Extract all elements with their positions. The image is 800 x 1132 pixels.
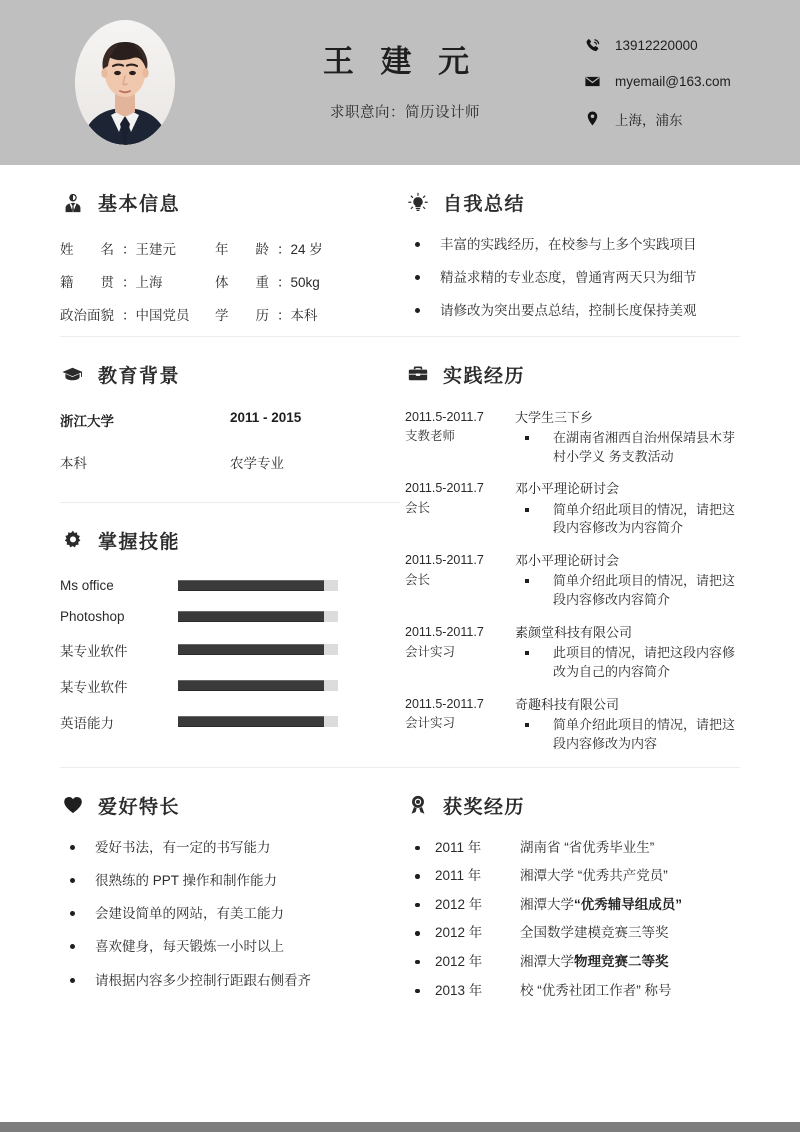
experience-item bbox=[405, 408, 740, 467]
spacer bbox=[60, 472, 400, 502]
section-skills bbox=[60, 503, 400, 732]
skills-list bbox=[60, 578, 400, 732]
phone-number: 13912220000 bbox=[615, 38, 698, 53]
graduation-cap-icon bbox=[60, 362, 85, 387]
section-education bbox=[60, 361, 400, 472]
skill-row bbox=[60, 609, 400, 624]
skill-bar-track bbox=[178, 644, 338, 655]
info-value: 本科 bbox=[290, 308, 318, 323]
contact-location[interactable] bbox=[583, 109, 731, 129]
experience-desc: 简单介绍此项目的情况，请把这段内容修改为内容 bbox=[515, 716, 740, 754]
info-value: 中国党员 bbox=[135, 308, 190, 323]
section-awards bbox=[405, 792, 740, 1010]
portrait-photo bbox=[75, 20, 175, 145]
basic-info-title: 基本信息 bbox=[98, 194, 181, 215]
award-row bbox=[405, 867, 740, 885]
skill-label: Ms office bbox=[60, 577, 114, 593]
award-text bbox=[520, 953, 740, 971]
award-plain: 湘潭大学 bbox=[520, 896, 574, 912]
award-text bbox=[520, 867, 740, 885]
list-item: 喜欢健身，每天锻炼一小时以上 bbox=[60, 938, 400, 956]
skill-bar-fill bbox=[178, 611, 324, 622]
contact-list bbox=[583, 37, 731, 129]
experience-desc: 简单介绍此项目的情况，请把这段内容修改内容简介 bbox=[515, 572, 740, 610]
skill-label: 某专业软件 bbox=[60, 643, 128, 659]
list-item: 爱好书法，有一定的书写能力 bbox=[60, 839, 400, 857]
award-bold: 物理竞赛二等奖 bbox=[574, 953, 669, 969]
skill-label: 英语能力 bbox=[60, 715, 114, 731]
skill-bar-track bbox=[178, 611, 338, 622]
heart-icon bbox=[60, 793, 85, 818]
experience-date: 2011.5-2011.7 bbox=[405, 553, 484, 568]
skill-bar-fill bbox=[178, 644, 324, 655]
list-item: 请修改为突出要点总结，控制长度保持美观 bbox=[405, 302, 740, 320]
resume-body bbox=[0, 165, 800, 1010]
info-value: 王建元 bbox=[135, 242, 176, 257]
experience-body bbox=[515, 551, 740, 610]
award-year: 2011 年 bbox=[435, 868, 482, 884]
resume-header bbox=[0, 0, 800, 165]
envelope-icon bbox=[583, 73, 601, 91]
skills-title: 掌握技能 bbox=[98, 531, 181, 553]
info-label: 籍 贯 bbox=[60, 275, 114, 290]
awards-list bbox=[405, 839, 740, 999]
experience-role: 支教老师 bbox=[405, 429, 456, 444]
phone-icon bbox=[583, 37, 601, 55]
info-label: 学 历 bbox=[215, 308, 269, 323]
experience-date-role bbox=[405, 551, 515, 610]
experience-org: 素颜堂科技有限公司 bbox=[515, 625, 633, 641]
award-ribbon-icon bbox=[405, 793, 430, 818]
info-label: 体 重 bbox=[215, 275, 269, 290]
experience-header bbox=[405, 361, 740, 388]
skill-bar-track bbox=[178, 680, 338, 691]
experience-item bbox=[405, 479, 740, 538]
location-pin-icon bbox=[583, 110, 601, 128]
award-plain: 湘潭大学 “优秀共产党员” bbox=[520, 868, 668, 884]
hobbies-title: 爱好特长 bbox=[98, 796, 181, 818]
experience-item bbox=[405, 623, 740, 682]
list-item: 很熟练的 PPT 操作和制作能力 bbox=[60, 872, 400, 890]
briefcase-icon bbox=[405, 362, 430, 387]
info-field: 学 历 ：本科 bbox=[215, 304, 400, 324]
info-value: 上海 bbox=[135, 275, 163, 290]
experience-role: 会长 bbox=[405, 572, 431, 587]
info-label: 年 龄 bbox=[215, 242, 269, 257]
award-text bbox=[520, 924, 740, 942]
education-header bbox=[60, 361, 400, 388]
experience-item bbox=[405, 695, 740, 754]
self-summary-header bbox=[405, 189, 740, 216]
experience-date: 2011.5-2011.7 bbox=[405, 481, 484, 496]
info-label: 政治面貌 bbox=[60, 308, 114, 323]
experience-date-role bbox=[405, 408, 515, 467]
award-year: 2012 年 bbox=[435, 953, 483, 969]
list-item: 请根据内容多少控制行距跟右侧看齐 bbox=[60, 972, 400, 990]
award-plain: 湖南省 “省优秀毕业生” bbox=[520, 839, 655, 855]
award-row bbox=[405, 924, 740, 942]
awards-header bbox=[405, 792, 740, 819]
experience-body bbox=[515, 623, 740, 682]
education-title: 教育背景 bbox=[98, 365, 181, 387]
info-value: 50kg bbox=[290, 275, 320, 290]
experience-list bbox=[405, 408, 740, 754]
award-year: 2011 年 bbox=[435, 839, 482, 855]
experience-body bbox=[515, 479, 740, 538]
job-objective: 求职意向：简历设计师 bbox=[330, 104, 480, 121]
section-experience bbox=[405, 361, 740, 767]
info-field: 籍 贯 ：上海 bbox=[60, 271, 215, 291]
basic-info-fields bbox=[60, 238, 400, 324]
award-row bbox=[405, 896, 740, 914]
award-row bbox=[405, 953, 740, 971]
info-value: 24 岁 bbox=[290, 242, 323, 257]
row-basic-summary bbox=[60, 165, 740, 336]
contact-email[interactable] bbox=[583, 73, 731, 91]
list-item: 会建设简单的网站，有美工能力 bbox=[60, 905, 400, 923]
skill-row bbox=[60, 640, 400, 660]
skill-row bbox=[60, 578, 400, 593]
info-field: 年 龄 ：24 岁 bbox=[215, 238, 400, 258]
list-item: 精益求精的专业态度，曾通宵两天只为细节 bbox=[405, 269, 740, 287]
education-major: 农学专业 bbox=[230, 455, 284, 471]
award-text bbox=[520, 982, 740, 1000]
gear-icon bbox=[60, 528, 85, 553]
experience-title: 实践经历 bbox=[443, 365, 526, 387]
skill-row bbox=[60, 676, 400, 696]
section-basic-info bbox=[60, 189, 400, 336]
location-text: 上海，浦东 bbox=[615, 112, 683, 128]
info-field: 姓 名 ：王建元 bbox=[60, 238, 215, 258]
experience-date: 2011.5-2011.7 bbox=[405, 409, 484, 424]
experience-org: 邓小平理论研讨会 bbox=[515, 553, 620, 569]
skill-bar-track bbox=[178, 580, 338, 591]
person-suit-icon bbox=[60, 190, 85, 215]
experience-role: 会长 bbox=[405, 500, 431, 515]
experience-role: 会计实习 bbox=[405, 644, 456, 659]
skills-header bbox=[60, 527, 400, 554]
hobbies-list bbox=[60, 839, 400, 990]
info-field: 政治面貌 ：中国党员 bbox=[60, 304, 215, 324]
award-bold: “优秀辅导组成员” bbox=[574, 896, 682, 912]
info-label: 姓 名 bbox=[60, 242, 114, 257]
education-degree: 本科 bbox=[60, 455, 87, 471]
hobbies-header bbox=[60, 792, 400, 819]
skill-row bbox=[60, 712, 400, 732]
experience-date-role bbox=[405, 623, 515, 682]
row-edu-skills-experience bbox=[60, 337, 740, 767]
award-plain: 湘潭大学 bbox=[520, 953, 574, 969]
education-details bbox=[60, 410, 400, 472]
portrait-photo-icon bbox=[75, 20, 175, 145]
skill-bar-fill bbox=[178, 716, 324, 727]
lightbulb-icon bbox=[405, 190, 430, 215]
experience-date: 2011.5-2011.7 bbox=[405, 625, 484, 640]
footer-bar bbox=[0, 1122, 800, 1132]
avatar bbox=[75, 20, 175, 145]
experience-org: 邓小平理论研讨会 bbox=[515, 481, 620, 497]
award-text bbox=[520, 896, 740, 914]
award-row bbox=[405, 982, 740, 1000]
awards-title: 获奖经历 bbox=[443, 796, 526, 818]
list-item: 丰富的实践经历，在校参与上多个实践项目 bbox=[405, 236, 740, 254]
experience-date-role bbox=[405, 695, 515, 754]
award-year: 2012 年 bbox=[435, 925, 483, 941]
award-row bbox=[405, 839, 740, 857]
skill-label: Photoshop bbox=[60, 608, 125, 624]
left-column-lower bbox=[60, 361, 400, 767]
contact-phone[interactable] bbox=[583, 37, 731, 55]
experience-desc: 简单介绍此项目的情况，请把这段内容修改为内容简介 bbox=[515, 501, 740, 539]
skill-bar-fill bbox=[178, 680, 324, 691]
self-summary-list bbox=[405, 236, 740, 321]
skill-bar-fill bbox=[178, 580, 324, 591]
experience-date: 2011.5-2011.7 bbox=[405, 696, 484, 711]
experience-desc: 此项目的情况，请把这段内容修改为自己的内容简介 bbox=[515, 644, 740, 682]
education-period: 2011 - 2015 bbox=[230, 409, 302, 425]
email-address: myemail@163.com bbox=[615, 74, 731, 89]
identity-block bbox=[255, 43, 555, 121]
basic-info-header bbox=[60, 189, 400, 216]
award-year: 2013 年 bbox=[435, 982, 483, 998]
skill-bar-track bbox=[178, 716, 338, 727]
experience-role: 会计实习 bbox=[405, 716, 456, 731]
education-school: 浙江大学 bbox=[60, 413, 114, 429]
experience-org: 大学生三下乡 bbox=[515, 409, 594, 425]
experience-body bbox=[515, 695, 740, 754]
section-self-summary bbox=[405, 189, 740, 336]
experience-org: 奇趣科技有限公司 bbox=[515, 696, 620, 712]
self-summary-title: 自我总结 bbox=[443, 194, 526, 215]
award-plain: 全国数学建模竞赛三等奖 bbox=[520, 925, 669, 941]
row-hobbies-awards bbox=[60, 768, 740, 1010]
section-hobbies bbox=[60, 792, 400, 1010]
award-plain: 校 “优秀社团工作者” 称号 bbox=[520, 982, 672, 998]
award-text bbox=[520, 839, 740, 857]
experience-date-role bbox=[405, 479, 515, 538]
info-field: 体 重 ：50kg bbox=[215, 271, 400, 291]
experience-item bbox=[405, 551, 740, 610]
experience-body bbox=[515, 408, 740, 467]
award-year: 2012 年 bbox=[435, 896, 483, 912]
skill-label: 某专业软件 bbox=[60, 679, 128, 695]
page-title: 王 建 元 bbox=[322, 44, 479, 80]
experience-desc: 在湖南省湘西自治州保靖县木芽村小学义 务支教活动 bbox=[515, 429, 740, 467]
